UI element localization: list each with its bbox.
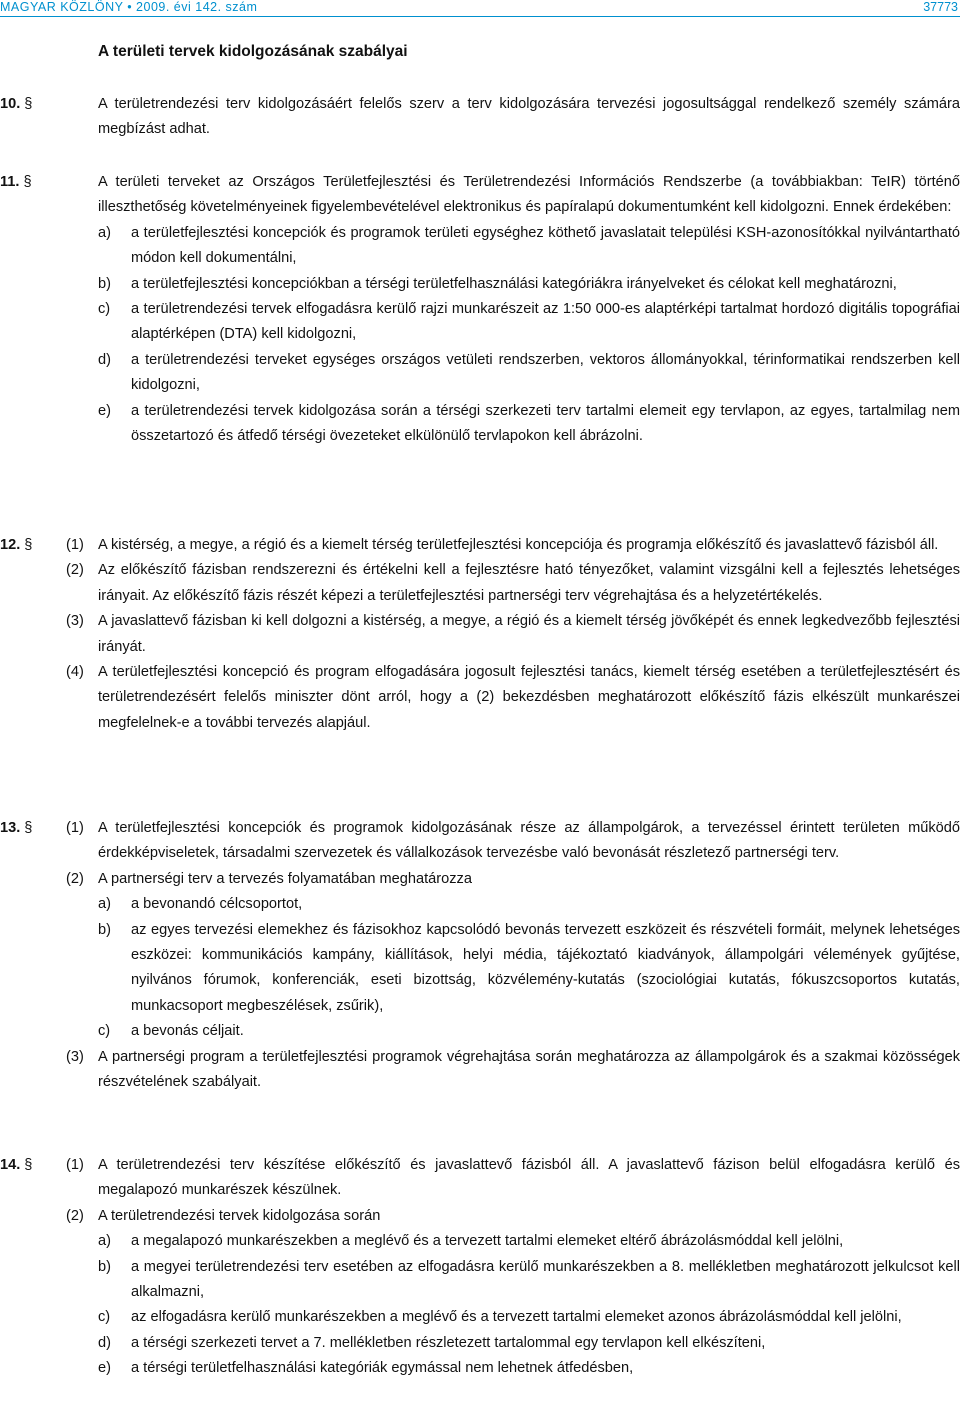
section-number: [0, 816, 60, 841]
list-item: [0, 221, 960, 272]
paragraph-label: (2): [66, 870, 84, 887]
section-12: [0, 533, 960, 736]
paragraph-label: (3): [66, 1048, 84, 1065]
item-label: c): [98, 301, 111, 318]
paragraph-text: A területrendezési tervek kidolgozása során: [98, 1207, 381, 1224]
item-label: a): [98, 896, 111, 913]
list-item: [0, 1356, 960, 1381]
item-label: b): [98, 1258, 111, 1275]
section-text: A területrendezési terv kidolgozásáért felelős szerv a terv kidolgozására tervezési jogosultsággal rendelkező személy számára megbízást adhat.: [98, 96, 960, 138]
paragraph-sign: §: [24, 820, 33, 836]
list-item: [0, 918, 960, 1020]
paragraph-label: (3): [66, 613, 84, 630]
section-paragraph: [0, 1204, 960, 1229]
section-number-text: 10.: [0, 96, 21, 112]
section-14: [0, 1153, 960, 1382]
section-number-text: 13.: [0, 820, 21, 836]
item-text: az elfogadásra kerülő munkarészekben a meglévő és a tervezett tartalmi elemeket azonos ábrázolásmóddal kell jelölni,: [131, 1309, 902, 1326]
paragraph-label: (2): [66, 562, 84, 579]
paragraph-text: A javaslattevő fázisban ki kell dolgozni a kistérség, a megye, a régió és a kiemelt térség jövőképét és ennek legkedvezőbb fejlesztési irányát.: [98, 613, 960, 655]
paragraph-text: A partnerségi program a területfejlesztési programok végrehajtása során meghatározza az állampolgárok és a szakmai közösségek részvételének szabályait.: [98, 1048, 960, 1091]
section-number-text: 11.: [0, 174, 20, 190]
section-paragraph: [0, 1045, 960, 1096]
item-text: az egyes tervezési elemekhez és fázisokhoz kapcsolódó bevonás tervezett eszközeit és részvételi formáit, melynek lehetséges eszközei: kommunikációs kampány, kiállítások, helyi média, tájékoztató kiadványok, állampolgári vélemények gyűjtése, nyilvános fórumok, konferenciák, eseti bizottság, közvélemény-kutatás (szociológiai kutatás, fókuszcsoportos kutatás, munkacsoport megbeszélések, zsűrik),: [131, 921, 960, 1014]
item-label: d): [98, 1334, 111, 1351]
list-item: [0, 1305, 960, 1330]
item-text: a megyei területrendezési terv esetében az elfogadásra kerülő munkarészekben a 8. mellékletben meghatározott jelkulcsot kell alkalmazni,: [131, 1258, 960, 1301]
item-label: b): [98, 921, 111, 938]
item-text: a területfejlesztési koncepciók és programok területi egységhez köthető javaslatait települési KSH-azonosítókkal nyilvántartható módon kell dokumentálni,: [131, 224, 960, 267]
list-item: [0, 348, 960, 399]
paragraph-text: A területfejlesztési koncepció és program elfogadására jogosult fejlesztési tanács, kiemelt térség esetében a területfejlesztésért és területrendezésért felelős miniszter dönt arról, hogy a (2) bekezdésben meghatározott előkészítő fázis elkészült munkarészei megfelelnek-e a további tervezés alapjául.: [98, 664, 960, 731]
item-label: a): [98, 224, 111, 241]
item-text: a területrendezési tervek elfogadásra kerülő rajzi munkarészeit az 1:50 000-es alaptérképi tartalmat hordozó digitális topográfiai alaptérképen (DTA) kell kidolgozni,: [131, 301, 960, 343]
paragraph-sign: §: [24, 96, 33, 112]
paragraph-label: (4): [66, 664, 84, 681]
item-text: a területfejlesztési koncepciókban a térségi területfelhasználási kategóriákra irányelveket és célokat kell meghatározni,: [131, 275, 897, 292]
section-number-text: 14.: [0, 1157, 21, 1173]
section-paragraph: [0, 660, 960, 736]
paragraph-text: A kistérség, a megye, a régió és a kiemelt térség területfejlesztési koncepciója és programja előkészítő és javaslattevő fázisból áll.: [98, 537, 939, 553]
list-item: [0, 297, 960, 348]
section-title: A területi tervek kidolgozásának szabályai: [98, 43, 408, 60]
section-paragraph: [0, 558, 960, 609]
item-label: e): [98, 402, 111, 419]
paragraph-sign: §: [23, 174, 32, 190]
page-number: 37773: [923, 0, 958, 14]
header-rule: [0, 16, 960, 17]
section-11: [0, 170, 960, 449]
section-paragraph: [0, 533, 960, 558]
item-text: a bevonandó célcsoportot,: [131, 896, 303, 913]
section-number: [0, 533, 60, 558]
section-paragraph: [0, 816, 960, 867]
paragraph-label: (1): [66, 537, 84, 553]
section-10: [0, 92, 960, 143]
item-label: c): [98, 1309, 111, 1326]
list-item: [0, 399, 960, 450]
list-item: [0, 1331, 960, 1356]
section-11-intro-row: [0, 170, 960, 221]
section-paragraph: [0, 867, 960, 892]
paragraph-text: A területrendezési terv készítése előkészítő és javaslattevő fázisból áll. A javaslattevő fázison belül elfogadásra kerülő és megalapozó munkarészek készülnek.: [98, 1157, 960, 1199]
item-text: a térségi területfelhasználási kategóriák egymással nem lehetnek átfedésben,: [131, 1360, 634, 1377]
item-text: a térségi szerkezeti tervet a 7. mellékletben részletezett tartalommal egy tervlapon kell elkészíteni,: [131, 1334, 766, 1351]
list-item: [0, 1019, 960, 1044]
list-item: [0, 892, 960, 917]
item-text: a területrendezési terveket egységes országos vetületi rendszerben, vektoros állományokkal, térinformatikai rendszerben kell kidolgozni,: [131, 351, 960, 394]
list-item: [0, 1229, 960, 1254]
paragraph-text: A területfejlesztési koncepciók és programok kidolgozásának része az állampolgárok, a tervezéssel érintett területen működő érdekképviseletek, társadalmi szervezetek és vállalkozások tervezésbe való bevonását részletező partnerségi terv.: [98, 820, 960, 862]
item-label: d): [98, 351, 111, 368]
section-number-text: 12.: [0, 537, 21, 553]
item-label: e): [98, 1360, 111, 1377]
section-number: [0, 170, 60, 195]
section-10-row: [0, 92, 960, 143]
paragraph-label: (1): [66, 820, 84, 836]
item-label: c): [98, 1023, 111, 1040]
section-13: [0, 816, 960, 1095]
paragraph-sign: §: [24, 1157, 33, 1173]
paragraph-text: Az előkészítő fázisban rendszerezni és értékelni kell a fejlesztésre ható tényezőket, valamint vizsgálni kell a fejlesztés lehetséges irányait. Az előkészítő fázis részét képezi a területfejlesztési partnerségi terv végrehajtása és a helyzetértékelés.: [98, 562, 960, 604]
item-label: a): [98, 1233, 111, 1250]
section-intro-text: A területi terveket az Országos Területfejlesztési és Területrendezési Információs Rendszerbe (a továbbiakban: TeIR) történő illeszthetőség követelményeinek figyelembevételével elektronikus és papíralapú dokumentumként kell kidolgozni. Ennek érdekében:: [98, 174, 960, 216]
section-number: [0, 1153, 60, 1178]
list-item: [0, 1255, 960, 1306]
item-text: a bevonás céljait.: [131, 1023, 244, 1040]
page-header: [0, 0, 960, 16]
paragraph-text: A partnerségi terv a tervezés folyamatában meghatározza: [98, 870, 472, 887]
paragraph-sign: §: [24, 537, 33, 553]
paragraph-label: (2): [66, 1207, 84, 1224]
item-text: a területrendezési tervek kidolgozása során a térségi szerkezeti terv tartalmi elemeit egy tervlapon, az egyes, tartalmilag nem összetartozó és átfedő térségi övezeteket elkülönülő tervlapokon kell ábrázolni.: [131, 402, 960, 445]
item-label: b): [98, 275, 111, 292]
list-item: [0, 272, 960, 297]
paragraph-label: (1): [66, 1157, 84, 1173]
item-text: a megalapozó munkarészekben a meglévő és a tervezett tartalmi elemeket eltérő ábrázolásmóddal kell jelölni,: [131, 1233, 844, 1250]
section-paragraph: [0, 609, 960, 660]
section-paragraph: [0, 1153, 960, 1204]
section-number: [0, 92, 60, 117]
publication-title: MAGYAR KÖZLÖNY • 2009. évi 142. szám: [0, 0, 258, 14]
